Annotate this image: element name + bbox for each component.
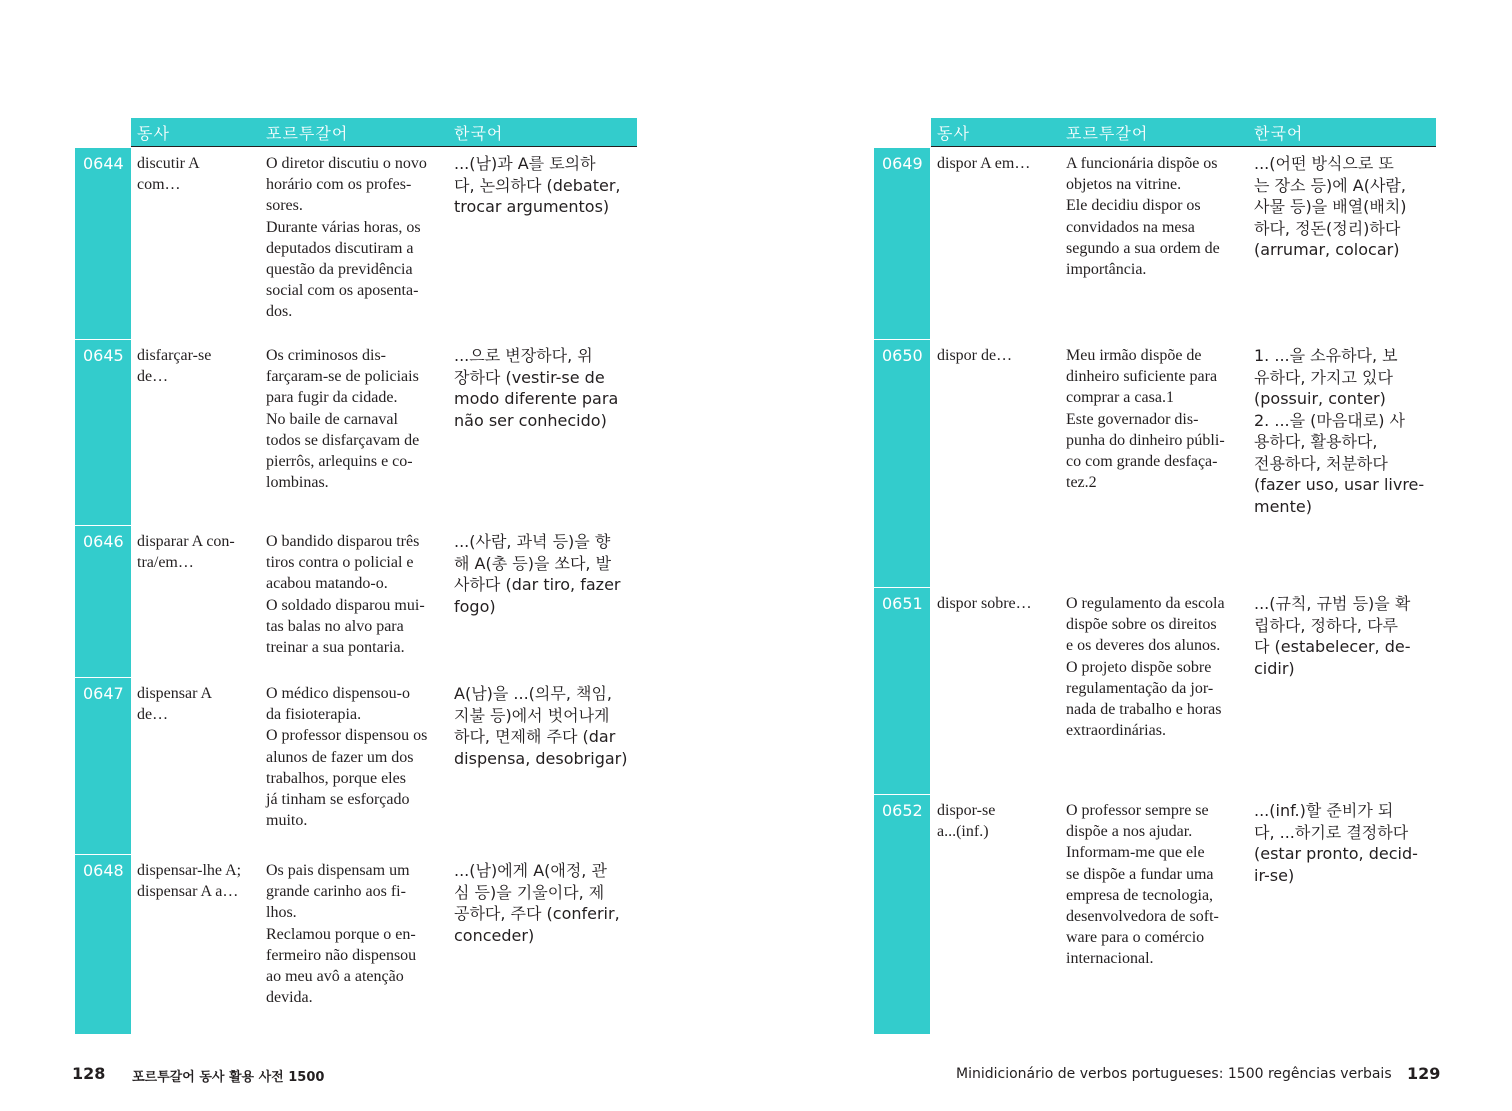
korean-meaning-line: 유하다, 가지고 있다	[1254, 367, 1393, 387]
example-sentences-line: comprar a casa.1	[1066, 389, 1174, 407]
example-sentences-line: já tinham se esforçado	[266, 791, 410, 809]
example-sentences-line: grande carinho aos fi-	[266, 883, 406, 901]
verb-phrase-line: dispor de…	[937, 347, 1013, 364]
korean-meaning	[1254, 153, 1434, 261]
example-sentences-line: segundo a sua ordem de	[1066, 239, 1220, 257]
example-sentences-line: se dispõe a fundar uma	[1066, 865, 1214, 883]
example-sentences-line: farçaram-se de policiais	[266, 368, 419, 386]
example-sentences-line: questão da previdência	[266, 261, 413, 279]
korean-meaning-line: fogo)	[454, 596, 496, 616]
header-verb: 동사	[137, 124, 170, 143]
korean-meaning-line: modo diferente para	[454, 389, 619, 408]
korean-meaning-line: ...(inf.)할 준비가 되	[1254, 801, 1394, 820]
entry-row	[0, 678, 756, 855]
korean-meaning-line: trocar argumentos)	[454, 197, 610, 216]
entry-number: 0652	[874, 795, 930, 1034]
example-sentences-line: co com grande desfaça-	[1066, 453, 1218, 471]
example-sentences-line: social com os aposenta-	[266, 282, 419, 300]
verb-phrase-line: dispensar-lhe A;	[137, 862, 242, 879]
verb-phrase-line: dispor A em…	[937, 155, 1031, 172]
example-sentences-line: Informam-me que ele	[1066, 844, 1205, 862]
entry-row	[756, 588, 1512, 795]
example-sentences-line: Os pais dispensam um	[266, 862, 410, 879]
example-sentences-line: fermeiro não dispensou	[266, 946, 417, 964]
verb-phrase-line: a...(inf.)	[937, 823, 989, 841]
korean-meaning	[1254, 800, 1434, 886]
example-sentences-line: internacional.	[1066, 950, 1154, 968]
verb-phrase-line: disfarçar-se	[137, 347, 212, 364]
korean-meaning	[454, 860, 634, 946]
korean-meaning-line: 지불 등)에서 벗어나게	[454, 705, 610, 725]
example-sentences-line: todos se disfarçavam de	[266, 431, 420, 449]
example-sentences-line: O diretor discutiu o novo	[266, 155, 427, 172]
verb-phrase	[137, 345, 257, 387]
korean-meaning-line: cidir)	[1254, 658, 1295, 678]
korean-meaning-line: 용하다, 활용하다,	[1254, 432, 1378, 451]
example-sentences-line: trabalhos, porque eles	[266, 769, 406, 787]
korean-meaning-line: 해 A(총 등)을 쏘다, 발	[454, 553, 612, 573]
korean-meaning	[454, 531, 634, 617]
book-title: 포르투갈어 동사 활용 사전 1500	[132, 1070, 325, 1085]
korean-meaning	[454, 683, 634, 769]
entry-number: 0650	[874, 340, 930, 587]
right-page	[756, 0, 1512, 1111]
example-sentences-line: O professor sempre se	[1066, 802, 1209, 819]
entry-row	[756, 148, 1512, 340]
example-sentences-line: desenvolvedora de soft-	[1066, 908, 1219, 926]
entry-row	[0, 855, 756, 1034]
verb-phrase-line: discutir A	[137, 155, 200, 172]
korean-meaning-line: ...(규칙, 규범 등)을 확	[1254, 594, 1411, 613]
example-sentences-line: Ele decidiu dispor os	[1066, 197, 1201, 215]
header-verb: 동사	[937, 124, 970, 143]
page-number: 129	[1407, 1064, 1441, 1083]
table-header	[931, 118, 1436, 147]
example-sentences-line: O soldado disparou mui-	[266, 596, 425, 614]
korean-meaning-line: 전용하다, 처분하다	[1254, 453, 1388, 473]
korean-meaning	[1254, 593, 1434, 679]
verb-phrase	[137, 860, 257, 902]
example-sentences	[266, 345, 450, 493]
example-sentences-line: punha do dinheiro públi-	[1066, 431, 1225, 449]
example-sentences-line: dos.	[266, 303, 293, 321]
verb-phrase	[137, 531, 257, 573]
korean-meaning-line: 다 (estabelecer, de-	[1254, 637, 1411, 656]
example-sentences-line: ware para o comércio	[1066, 929, 1205, 947]
verb-phrase-line: dispensar A a…	[137, 883, 239, 901]
verb-phrase	[137, 683, 257, 725]
verb-phrase	[937, 800, 1057, 842]
example-sentences-line: Meu irmão dispõe de	[1066, 347, 1202, 364]
example-sentences-line: Os criminosos dis-	[266, 347, 386, 364]
example-sentences-line: O bandido disparou três	[266, 533, 420, 550]
korean-meaning	[454, 345, 634, 431]
example-sentences	[1066, 153, 1250, 280]
korean-meaning-line: ...(어떤 방식으로 또	[1254, 154, 1394, 173]
entry-number: 0647	[75, 678, 131, 854]
verb-phrase-line: dispor-se	[937, 802, 996, 819]
table-header	[131, 118, 637, 147]
example-sentences-line: dinheiro suficiente para	[1066, 368, 1218, 386]
example-sentences-line: extraordinárias.	[1066, 722, 1166, 740]
example-sentences-line: O projeto dispõe sobre	[1066, 658, 1212, 676]
example-sentences-line: Durante várias horas, os	[266, 218, 421, 236]
korean-meaning-line: ...(남)과 A를 토의하	[454, 154, 596, 173]
korean-meaning-line: 1. ...을 소유하다, 보	[1254, 346, 1398, 365]
example-sentences-line: tez.2	[1066, 474, 1097, 492]
verb-phrase-line: de…	[137, 368, 169, 386]
example-sentences-line: alunos de fazer um dos	[266, 748, 414, 766]
header-portuguese: 포르투갈어	[266, 124, 349, 143]
entry-number: 0648	[75, 855, 131, 1034]
example-sentences-line: tiros contra o policial e	[266, 554, 414, 572]
book-subtitle: Minidicionário de verbos portugueses: 1500 regências verbais	[956, 1066, 1392, 1082]
verb-phrase-line: disparar A con-	[137, 533, 235, 550]
korean-meaning	[1254, 345, 1434, 517]
verb-phrase-line: dispensar A	[137, 685, 213, 702]
entry-row	[756, 340, 1512, 588]
example-sentences	[266, 531, 450, 658]
verb-phrase	[137, 153, 257, 195]
korean-meaning-line: ...으로 변장하다, 위	[454, 346, 593, 365]
korean-meaning-line: 장하다 (vestir-se de	[454, 367, 605, 387]
korean-meaning-line: 하다, 면제해 주다 (dar	[454, 727, 616, 746]
example-sentences-line: ao meu avô a atenção	[266, 968, 404, 986]
korean-meaning-line: 공하다, 주다 (conferir,	[454, 904, 620, 923]
korean-meaning-line: (possuir, conter)	[1254, 389, 1386, 408]
korean-meaning-line: (fazer uso, usar livre-	[1254, 475, 1425, 494]
header-portuguese: 포르투갈어	[1066, 124, 1149, 143]
korean-meaning-line: ...(사람, 과녁 등)을 향	[454, 532, 611, 551]
korean-meaning-line: A(남)을 ...(의무, 책임,	[454, 684, 613, 703]
example-sentences-line: dispõe a nos ajudar.	[1066, 823, 1193, 841]
example-sentences-line: sores.	[266, 197, 303, 215]
entry-number: 0644	[75, 148, 131, 339]
example-sentences-line: horário com os profes-	[266, 176, 412, 194]
header-korean: 한국어	[1254, 124, 1304, 143]
verb-phrase-line: de…	[137, 706, 169, 724]
korean-meaning-line: ...(남)에게 A(애정, 관	[454, 861, 607, 880]
korean-meaning-line: mente)	[1254, 496, 1312, 516]
korean-meaning	[454, 153, 634, 218]
korean-meaning-line: conceder)	[454, 925, 535, 945]
example-sentences-line: convidados na mesa	[1066, 218, 1195, 236]
example-sentences-line: dispõe sobre os direitos	[1066, 616, 1217, 634]
entry-row	[0, 148, 756, 340]
example-sentences-line: Este governador dis-	[1066, 410, 1199, 428]
korean-meaning-line: 사하다 (dar tiro, fazer	[454, 575, 621, 594]
example-sentences-line: pierrôs, arlequins e co-	[266, 453, 413, 471]
verb-phrase	[937, 153, 1057, 174]
example-sentences-line: importância.	[1066, 261, 1147, 279]
example-sentences-line: nada de trabalho e horas	[1066, 701, 1222, 719]
example-sentences-line: Reclamou porque o en-	[266, 925, 416, 943]
example-sentences-line: regulamentação da jor-	[1066, 679, 1214, 697]
example-sentences-line: O professor dispensou os	[266, 727, 428, 745]
korean-meaning-line: 사물 등)을 배열(배치)	[1254, 197, 1407, 216]
example-sentences-line: empresa de tecnologia,	[1066, 886, 1214, 904]
page-number: 128	[72, 1064, 106, 1083]
example-sentences-line: O regulamento da escola	[1066, 595, 1225, 612]
verb-phrase-line: dispor sobre…	[937, 595, 1032, 612]
example-sentences	[1066, 345, 1250, 493]
example-sentences	[1066, 800, 1250, 970]
example-sentences-line: e os deveres dos alunos.	[1066, 637, 1221, 655]
example-sentences-line: objetos na vitrine.	[1066, 176, 1182, 194]
verb-phrase-line: tra/em…	[137, 554, 194, 572]
example-sentences-line: muito.	[266, 812, 308, 830]
korean-meaning-line: não ser conhecido)	[454, 410, 607, 430]
korean-meaning-line: dispensa, desobrigar)	[454, 748, 628, 768]
korean-meaning-line: ir-se)	[1254, 865, 1295, 885]
verb-phrase	[937, 593, 1057, 614]
verb-phrase-line: com…	[137, 176, 181, 194]
example-sentences-line: A funcionária dispõe os	[1066, 155, 1218, 172]
verb-phrase	[937, 345, 1057, 366]
entry-number: 0651	[874, 588, 930, 794]
entry-number: 0645	[75, 340, 131, 525]
korean-meaning-line: 다, ...하기로 결정하다	[1254, 822, 1409, 842]
example-sentences	[266, 153, 450, 323]
entry-number: 0649	[874, 148, 930, 339]
korean-meaning-line: 다, 논의하다 (debater,	[454, 175, 621, 195]
example-sentences-line: O médico dispensou-o	[266, 685, 410, 702]
korean-meaning-line: (arrumar, colocar)	[1254, 240, 1400, 259]
korean-meaning-line: (estar pronto, decid-	[1254, 844, 1418, 863]
entry-row	[0, 340, 756, 526]
korean-meaning-line: 립하다, 정하다, 다루	[1254, 615, 1398, 635]
entry-row	[0, 526, 756, 678]
example-sentences-line: deputados discutiram a	[266, 239, 414, 257]
example-sentences	[266, 683, 450, 831]
korean-meaning-line: 하다, 정돈(정리)하다	[1254, 218, 1401, 238]
example-sentences-line: lhos.	[266, 904, 297, 922]
korean-meaning-line: 는 장소 등)에 A(사람,	[1254, 175, 1406, 195]
example-sentences-line: devida.	[266, 989, 313, 1007]
entry-row	[756, 795, 1512, 1034]
example-sentences-line: da fisioterapia.	[266, 706, 362, 724]
example-sentences-line: acabou matando-o.	[266, 575, 388, 593]
korean-meaning-line: 심 등)을 기울이다, 제	[454, 882, 605, 902]
example-sentences-line: para fugir da cidade.	[266, 389, 398, 407]
example-sentences	[1066, 593, 1250, 741]
example-sentences-line: treinar a sua pontaria.	[266, 639, 405, 657]
entry-number: 0646	[75, 526, 131, 677]
example-sentences-line: tas balas no alvo para	[266, 617, 404, 635]
example-sentences-line: lombinas.	[266, 474, 329, 492]
korean-meaning-line: 2. ...을 (마음대로) 사	[1254, 410, 1406, 430]
header-korean: 한국어	[454, 124, 504, 143]
example-sentences-line: No baile de carnaval	[266, 410, 398, 428]
example-sentences	[266, 860, 450, 1008]
